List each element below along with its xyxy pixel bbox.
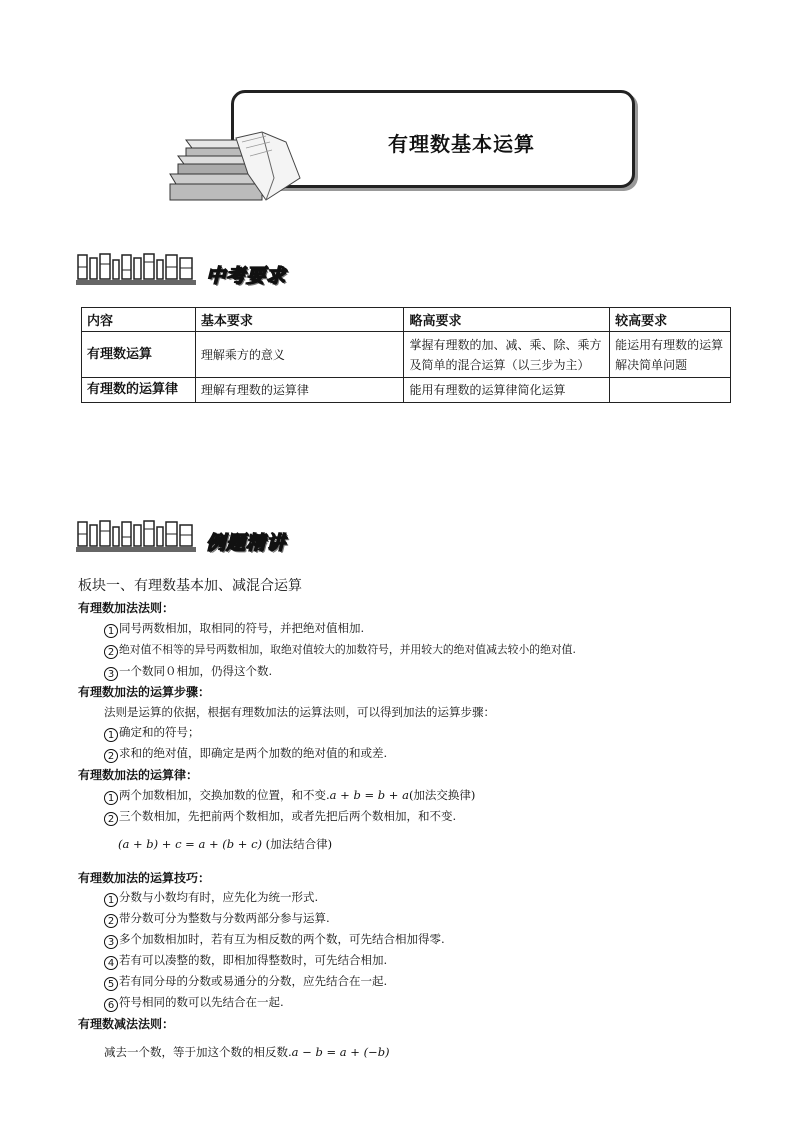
list-item: 3 多个加数相加时，若有互为相反数的两个数，可先结合相加得零. [104,931,445,949]
list-item: 2 求和的绝对值，即确定是两个加数的绝对值的和或差. [104,745,387,763]
page-title: 有理数基本运算 [388,132,535,156]
subsection-title: 有理数加法法则： [78,601,175,615]
table-cell: 理解有理数的运算律 [195,378,404,403]
circled-number: 5 [104,977,118,991]
formula: (a + b) + c = a + (b + c) [118,837,262,851]
list-item: 5 若有同分母的分数或易通分的分数，应先结合在一起. [104,973,387,991]
circled-number: 2 [104,645,118,659]
list-item: 2 绝对值不相等的异号两数相加，取绝对值较大的加数符号，并用较大的绝对值减去较小的绝对值. [104,642,576,659]
table-row [82,332,731,378]
subsection-title: 有理数加法的运算技巧： [78,871,211,885]
table-cell: 有理数运算 [82,332,196,378]
list-item: 2 三个数相加，先把前两个数相加，或者先把后两个数相加，和不变. [104,808,456,826]
section-title-examples: 例题精讲 [206,532,287,554]
list-item: 3 一个数同０相加，仍得这个数. [104,663,272,681]
table-cell: 能用有理数的运算律简化运算 [404,378,610,403]
paragraph: 法则是运算的依据，根据有理数加法的运算法则，可以得到加法的运算步骤： [104,705,495,719]
subsection-title: 有理数加法的运算步骤： [78,685,211,699]
circled-number: 1 [104,893,118,907]
table-cell [610,378,731,403]
table-header-row [82,308,731,332]
table-cell: 能运用有理数的运算解决简单问题 [610,332,731,378]
table-header-cell: 较高要求 [610,308,731,332]
block-heading: 板块一、有理数基本加、减混合运算 [78,578,302,594]
formula: a − b = a + (−b) [291,1045,390,1059]
table-cell: 理解乘方的意义 [195,332,404,378]
table-header-cell: 基本要求 [195,308,404,332]
list-item: 4 若有可以凑整的数，即相加得整数时，可先结合相加. [104,952,387,970]
list-item: 1 同号两数相加，取相同的符号，并把绝对值相加. [104,620,364,638]
list-item: 1 两个加数相加，交换加数的位置，和不变.a + b = b + a(加法交换律) [104,787,475,805]
paragraph: 减去一个数，等于加这个数的相反数.a − b = a + (−b) [104,1045,390,1059]
circled-number: 4 [104,956,118,970]
section-logo-icon [76,519,196,553]
list-item: 1 确定和的符号； [104,724,200,742]
circled-number: 1 [104,624,118,638]
circled-number: 2 [104,749,118,763]
circled-number: 6 [104,998,118,1012]
table-header-cell: 略高要求 [404,308,610,332]
table-cell: 掌握有理数的加、减、乘、除、乘方及简单的混合运算（以三步为主） [404,332,610,378]
subsection-title: 有理数加法的运算律： [78,768,199,782]
circled-number: 3 [104,935,118,949]
books-icon [166,128,316,204]
section-title-exam-requirements: 中考要求 [206,265,287,287]
circled-number: 1 [104,791,118,805]
formula-line: (a + b) + c = a + (b + c) (加法结合律) [118,837,333,851]
table-header-cell: 内容 [82,308,196,332]
table-row [82,378,731,403]
subsection-title: 有理数减法法则： [78,1017,175,1031]
circled-number: 2 [104,914,118,928]
circled-number: 2 [104,812,118,826]
list-item: 6 符号相同的数可以先结合在一起. [104,994,284,1012]
requirements-table [81,307,731,403]
table-cell: 有理数的运算律 [82,378,196,403]
circled-number: 3 [104,667,118,681]
list-item: 1 分数与小数均有时，应先化为统一形式. [104,889,318,907]
section-logo-icon [76,252,196,286]
circled-number: 1 [104,728,118,742]
formula: a + b = b + a [329,788,409,802]
list-item: 2 带分数可分为整数与分数两部分参与运算. [104,910,330,928]
